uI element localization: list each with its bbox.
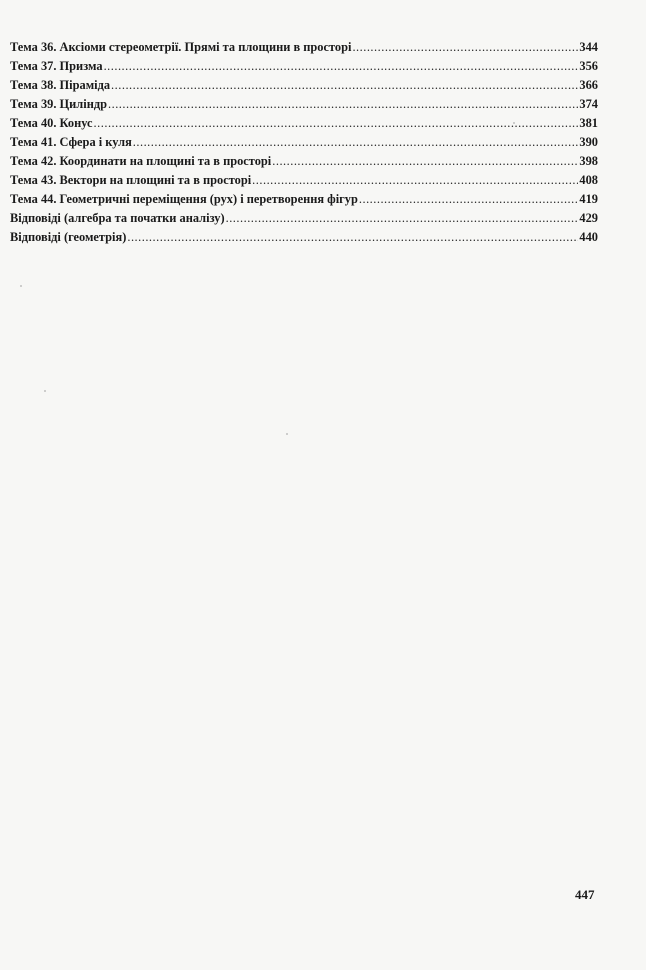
toc-entry-page: 408 [579, 173, 598, 187]
toc-dot-leader [352, 38, 578, 57]
toc-entry-page: 419 [579, 192, 598, 206]
toc-entry-page: 390 [579, 135, 598, 149]
toc-entry [10, 76, 598, 95]
toc-dot-leader [226, 209, 579, 228]
toc-dot-leader [111, 76, 578, 95]
toc-entry-page: 374 [579, 97, 598, 111]
table-of-contents [10, 38, 598, 247]
toc-entry-title: Тема 40. Конус [10, 116, 93, 130]
toc-dot-leader [133, 133, 579, 152]
toc-entry [10, 209, 598, 228]
toc-entry [10, 95, 598, 114]
scan-speck [44, 390, 46, 392]
toc-entry-title: Відповіді (алгебра та початки аналізу) [10, 211, 225, 225]
toc-entry [10, 38, 598, 57]
toc-dot-leader [108, 95, 578, 114]
toc-entry-page: 381 [579, 116, 598, 130]
toc-entry-page: 366 [579, 78, 598, 92]
scan-speck [20, 285, 22, 287]
toc-entry [10, 171, 598, 190]
page-number: 447 [575, 887, 595, 902]
toc-dot-leader [127, 228, 578, 247]
scan-speck [513, 122, 515, 124]
toc-entry-page: 356 [579, 59, 598, 73]
toc-entry [10, 190, 598, 209]
toc-entry [10, 152, 598, 171]
toc-entry [10, 228, 598, 247]
toc-entry-title: Тема 37. Призма [10, 59, 103, 73]
toc-entry [10, 57, 598, 76]
toc-entry-title: Відповіді (геометрія) [10, 230, 127, 244]
toc-entry-title: Тема 38. Піраміда [10, 78, 111, 92]
toc-entry-page: 344 [579, 40, 598, 54]
scan-speck [286, 433, 288, 435]
toc-entry-title: Тема 42. Координати на площині та в просторі [10, 154, 272, 168]
toc-dot-leader [94, 114, 579, 133]
toc-entry [10, 114, 598, 133]
toc-dot-leader [272, 152, 578, 171]
toc-dot-leader [359, 190, 579, 209]
toc-entry-page: 398 [579, 154, 598, 168]
toc-entry-page: 429 [579, 211, 598, 225]
toc-entry-title: Тема 44. Геометричні переміщення (рух) і перетворення фігур [10, 192, 358, 206]
toc-entry-title: Тема 41. Сфера і куля [10, 135, 132, 149]
toc-entry-title: Тема 43. Вектори на площині та в просторі [10, 173, 252, 187]
toc-entry-title: Тема 36. Аксіоми стереометрії. Прямі та площини в просторі [10, 40, 352, 54]
toc-entry-page: 440 [579, 230, 598, 244]
toc-entry [10, 133, 598, 152]
toc-entry-title: Тема 39. Циліндр [10, 97, 107, 111]
toc-dot-leader [104, 57, 579, 76]
toc-dot-leader [252, 171, 578, 190]
